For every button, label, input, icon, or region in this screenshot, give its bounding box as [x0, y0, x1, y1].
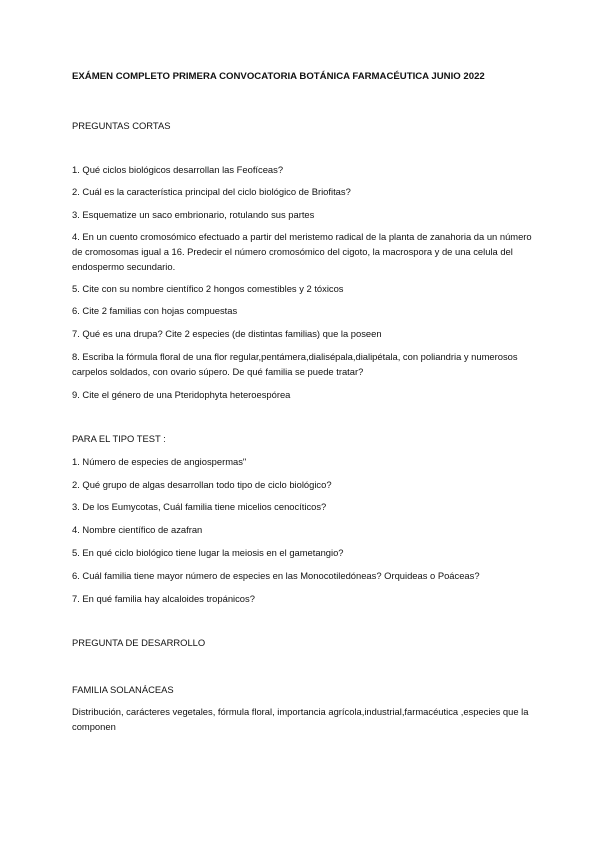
short-question-2: 2. Cuál es la característica principal del ciclo biológico de Briofitas?	[72, 186, 351, 197]
development-prompt: Distribución, carácteres vegetales, fórmula floral, importancia agrícola,industrial,farmacéutica ,especies que la componen	[72, 706, 529, 732]
family-heading: FAMILIA SOLANÁCEAS	[72, 684, 174, 695]
short-question-7: 7. Qué es una drupa? Cite 2 especies (de distintas familias) que la poseen	[72, 328, 382, 339]
test-question-5: 5. En qué ciclo biológico tiene lugar la meiosis en el gametangio?	[72, 547, 344, 558]
short-question-3: 3. Esquematize un saco embrionario, rotulando sus partes	[72, 209, 315, 220]
test-question-1: 1. Número de especies de angiospermas"	[72, 456, 247, 467]
test-question-2: 2. Qué grupo de algas desarrollan todo tipo de ciclo biológico?	[72, 479, 332, 490]
development-heading: PREGUNTA DE DESARROLLO	[72, 637, 206, 648]
short-question-5: 5. Cite con su nombre científico 2 hongos comestibles y 2 tóxicos	[72, 283, 344, 294]
test-section-heading: PARA EL TIPO TEST :	[72, 433, 166, 444]
exam-title: EXÁMEN COMPLETO PRIMERA CONVOCATORIA BOTÁNICA FARMACÉUTICA JUNIO 2022	[72, 71, 485, 82]
short-question-6: 6. Cite 2 familias con hojas compuestas	[72, 305, 238, 316]
short-question-8: 8. Escriba la fórmula floral de una flor regular,pentámera,dialisépala,dialipétala, con poliandria y numerosos carpelos soldados, con ovario súpero. De qué familia se puede tratar?	[72, 351, 518, 377]
short-questions-heading: PREGUNTAS CORTAS	[72, 120, 171, 131]
test-question-3: 3. De los Eumycotas, Cuál familia tiene micelios cenocíticos?	[72, 501, 327, 512]
short-question-4: 4. En un cuento cromosómico efectuado a partir del meristemo radical de la planta de zanahoria da un número de cromosomas igual a 16. Predecir el número cromosómico del cigoto, la macrospora y de una celula del endospermo secundario.	[72, 231, 532, 272]
test-question-7: 7. En qué familia hay alcaloides tropánicos?	[72, 593, 255, 604]
short-question-1: 1. Qué ciclos biológicos desarrollan las Feofíceas?	[72, 164, 284, 175]
test-question-4: 4. Nombre científico de azafran	[72, 524, 203, 535]
test-question-6: 6. Cuál familia tiene mayor número de especies en las Monocotiledóneas? Orquideas o Poáceas?	[72, 570, 480, 581]
short-question-9: 9. Cite el género de una Pteridophyta heteroespórea	[72, 389, 291, 400]
